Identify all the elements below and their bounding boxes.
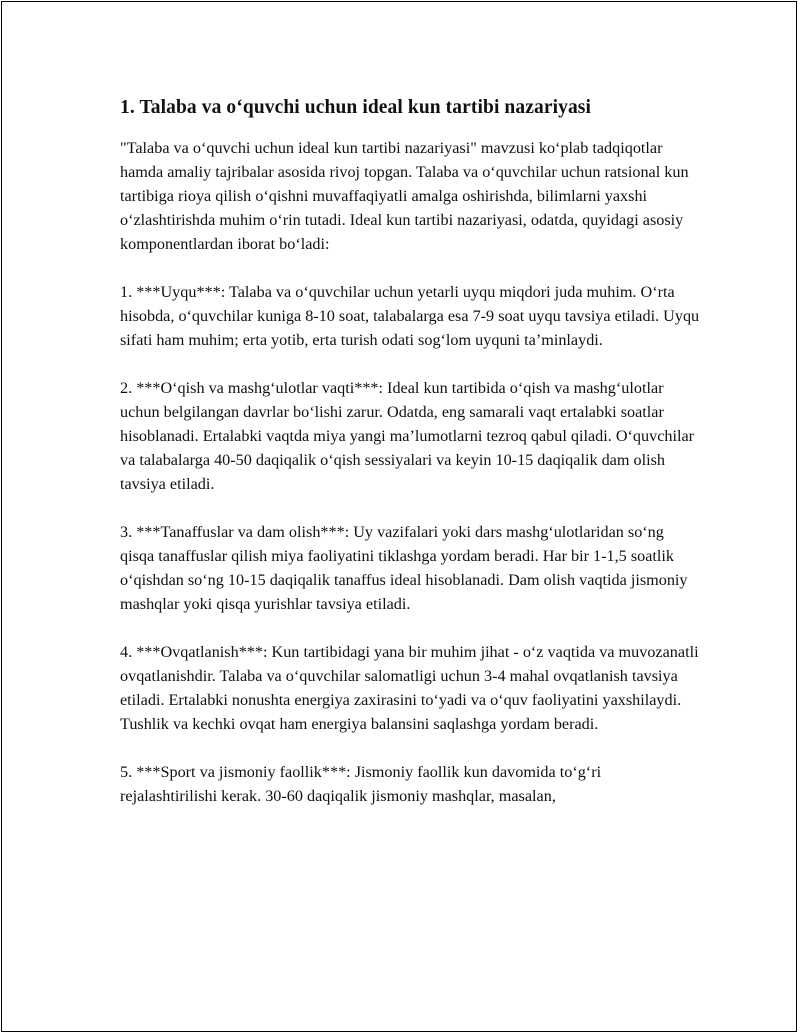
sport-paragraph: 5. ***Sport va jismoniy faollik***: Jismoniy faollik kun davomida to‘g‘ri rejalashtirilishi kerak. 30-60 daqiqalik jismoniy mashqlar, masalan, — [120, 763, 602, 805]
document-page — [1, 1, 797, 1032]
study-time-paragraph: 2. ***O‘qish va mashg‘ulotlar vaqti***: Ideal kun tartibida o‘qish va mashg‘ulotlar uchun belgilangan davrlar bo‘lishi zarur. Odatda, eng samarali vaqt ertalabki soatlar hisoblanadi. Ertalabki vaqtda miya yangi ma’lumotlarni tezroq qabul qiladi. O‘quvchilar va talabalarga 40-50 daqiqalik o‘qish sessiyalari va keyin 10-15 daqiqalik dam olish tavsiya etiladi. — [120, 379, 695, 493]
nutrition-paragraph: 4. ***Ovqatlanish***: Kun tartibidagi yana bir muhim jihat - o‘z vaqtida va muvozanatli ovqatlanishdir. Talaba va o‘quvchilar salomatligi uchun 3-4 mahal ovqatlanish tavsiya etiladi. Ertalabki nonushta energiya zaxirasini to‘yadi va o‘quv faoliyatini yaxshilaydi. Tushlik va kechki ovqat ham energiya balansini saqlashga yordam beradi. — [120, 643, 699, 733]
document-title: 1. Talaba va o‘quvchi uchun ideal kun tartibi nazariyasi — [120, 97, 592, 118]
breaks-paragraph: 3. ***Tanaffuslar va dam olish***: Uy vazifalari yoki dars mashg‘ulotlaridan so‘ng qisqa tanaffuslar qilish miya faoliyatini tiklashga yordam beradi. Har bir 1-1,5 soatlik o‘qishdan so‘ng 10-15 daqiqalik tanaffus ideal hisoblanadi. Dam olish vaqtida jismoniy mashqlar yoki qisqa yurishlar tavsiya etiladi. — [120, 523, 688, 613]
document-body — [120, 94, 700, 832]
sleep-paragraph: 1. ***Uyqu***: Talaba va o‘quvchilar uchun yetarli uyqu miqdori juda muhim. O‘rta hisobda, o‘quvchilar kuniga 8-10 soat, talabalarga esa 7-9 soat uyqu tavsiya etiladi. Uyqu sifati ham muhim; erta yotib, erta turish odati sog‘lom uyquni ta’minlaydi. — [120, 283, 700, 349]
intro-paragraph: "Talaba va o‘quvchi uchun ideal kun tartibi nazariyasi" mavzusi ko‘plab tadqiqotlar hamda amaliy tajribalar asosida rivoj topgan. Talaba va o‘quvchilar uchun ratsional kun tartibiga rioya qilish o‘qishni muvaffaqiyatli amalga oshirishda, bilimlarni yaxshi o‘zlashtirishda muhim o‘rin tutadi. Ideal kun tartibi nazariyasi, odatda, quyidagi asosiy komponentlardan iborat bo‘ladi: — [120, 139, 689, 253]
